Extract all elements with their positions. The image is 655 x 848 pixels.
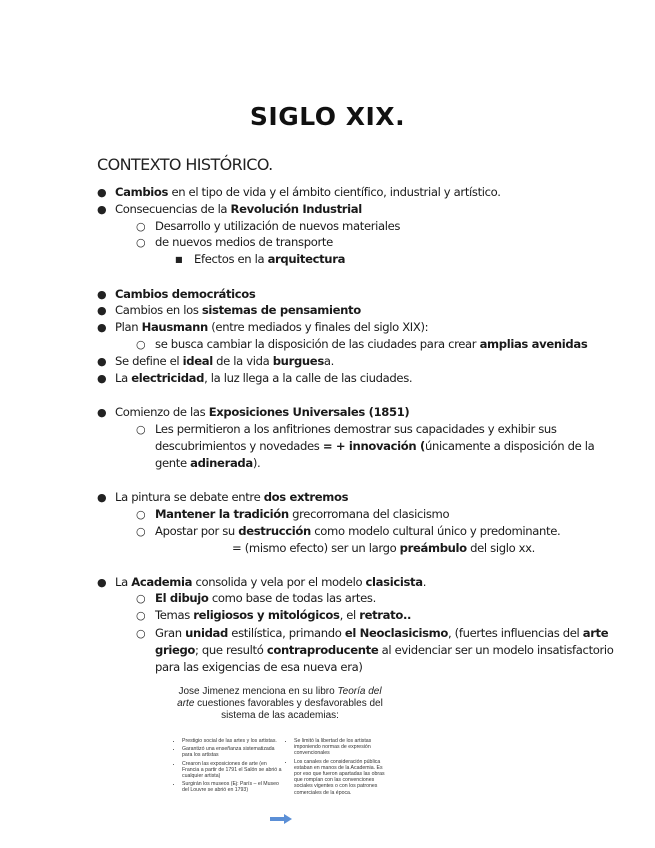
section-heading: CONTEXTO HISTÓRICO.	[97, 155, 273, 174]
text-line: para las exigencias de esa nueva era)	[155, 660, 363, 674]
unfavorable-item: • Los canales de consideración pública estaban en manos de la Academia. Es por eso que fueron apartadas las obras que rompían con las convenciones sociales vigentes o con los patrones comerciales de la época.	[294, 759, 388, 796]
list-item: se busca cambiar la disposición de las ciudades para crear amplias avenidas	[155, 337, 588, 351]
text-line: = (mismo efecto) ser un largo preámbulo del siglo xx.	[232, 541, 536, 555]
favorable-item: • Crearon las exposiciones de arte (en Francia a partir de 1791 el Salón se abrió a cualquier artista)	[182, 761, 282, 780]
right-arrow-icon	[270, 814, 292, 824]
circle-bullet-icon: ○	[136, 592, 146, 605]
bullet-icon: ●	[97, 288, 107, 301]
list-item: Cambios democráticos	[115, 287, 256, 301]
circle-bullet-icon: ○	[136, 627, 146, 640]
square-bullet-icon: ■	[175, 255, 183, 264]
list-item: Se define el ideal de la vida burguesa.	[115, 354, 334, 368]
list-item: Efectos en la arquitectura	[194, 252, 346, 266]
circle-bullet-icon: ○	[136, 220, 146, 233]
list-item: Apostar por su destrucción como modelo cultural único y predominante.	[155, 524, 561, 538]
list-item: El dibujo como base de todas las artes.	[155, 591, 376, 605]
list-item: Mantener la tradición grecorromana del clasicismo	[155, 507, 450, 521]
circle-bullet-icon: ○	[136, 236, 146, 249]
list-item: Comienzo de las Exposiciones Universales (1851)	[115, 405, 410, 419]
list-item: Plan Hausmann (entre mediados y finales del siglo XIX):	[115, 320, 429, 334]
academy-figure	[170, 686, 390, 848]
bullet-icon: ●	[97, 321, 107, 334]
bullet-icon: ●	[97, 304, 107, 317]
page-title: SIGLO XIX.	[249, 102, 406, 131]
bullet-icon: ●	[97, 203, 107, 216]
circle-bullet-icon: ○	[136, 423, 146, 436]
list-item: Cambios en los sistemas de pensamiento	[115, 303, 361, 317]
figure-caption: Jose Jimenez menciona en su libro Teoría del arte cuestiones favorables y desfavorables del sistema de las academias:	[177, 686, 383, 721]
circle-bullet-icon: ○	[136, 525, 146, 538]
circle-bullet-icon: ○	[136, 609, 146, 622]
bullet-icon: ●	[97, 186, 107, 199]
favorable-item: • Surgirán los museos (Ej: París – el Museo del Louvre se abrió en 1793)	[182, 781, 282, 793]
favorable-item: • Garantizó una enseñanza sistematizada para los artistas	[182, 746, 282, 758]
unfavorable-column	[286, 738, 388, 798]
bullet-icon: ●	[97, 355, 107, 368]
unfavorable-item: • Se limitó la libertad de los artistas imponiendo normas de expresión convencionales	[294, 738, 388, 757]
list-item: Desarrollo y utilización de nuevos materiales	[155, 219, 401, 233]
list-item: Consecuencias de la Revolución Industrial	[115, 202, 362, 216]
list-item: Temas religiosos y mitológicos, el retrato..	[155, 608, 412, 622]
list-item: de nuevos medios de transporte	[155, 235, 333, 249]
circle-bullet-icon: ○	[136, 338, 146, 351]
text-line: griego; que resultó contraproducente al evidenciar ser un modelo insatisfactorio	[155, 643, 614, 657]
bullet-icon: ●	[97, 372, 107, 385]
list-item: La pintura se debate entre dos extremos	[115, 490, 349, 504]
list-item: La electricidad, la luz llega a la calle de las ciudades.	[115, 371, 413, 385]
bullet-icon: ●	[97, 406, 107, 419]
list-item: Cambios en el tipo de vida y el ámbito científico, industrial y artístico.	[115, 185, 501, 199]
circle-bullet-icon: ○	[136, 508, 146, 521]
list-item: La Academia consolida y vela por el modelo clasicista.	[115, 575, 427, 589]
list-item: Les permitieron a los anfitriones demostrar sus capacidades y exhibir sus	[155, 422, 557, 436]
favorable-column	[174, 738, 282, 796]
bullet-icon: ●	[97, 576, 107, 589]
text-line: gente adinerada).	[155, 456, 261, 470]
bullet-icon: ●	[97, 491, 107, 504]
text-line: descubrimientos y novedades = + innovación (únicamente a disposición de la	[155, 439, 595, 453]
list-item: Gran unidad estilística, primando el Neoclasicismo, (fuertes influencias del arte	[155, 626, 609, 640]
favorable-item: • Prestigio social de las artes y los artistas.	[182, 738, 282, 744]
